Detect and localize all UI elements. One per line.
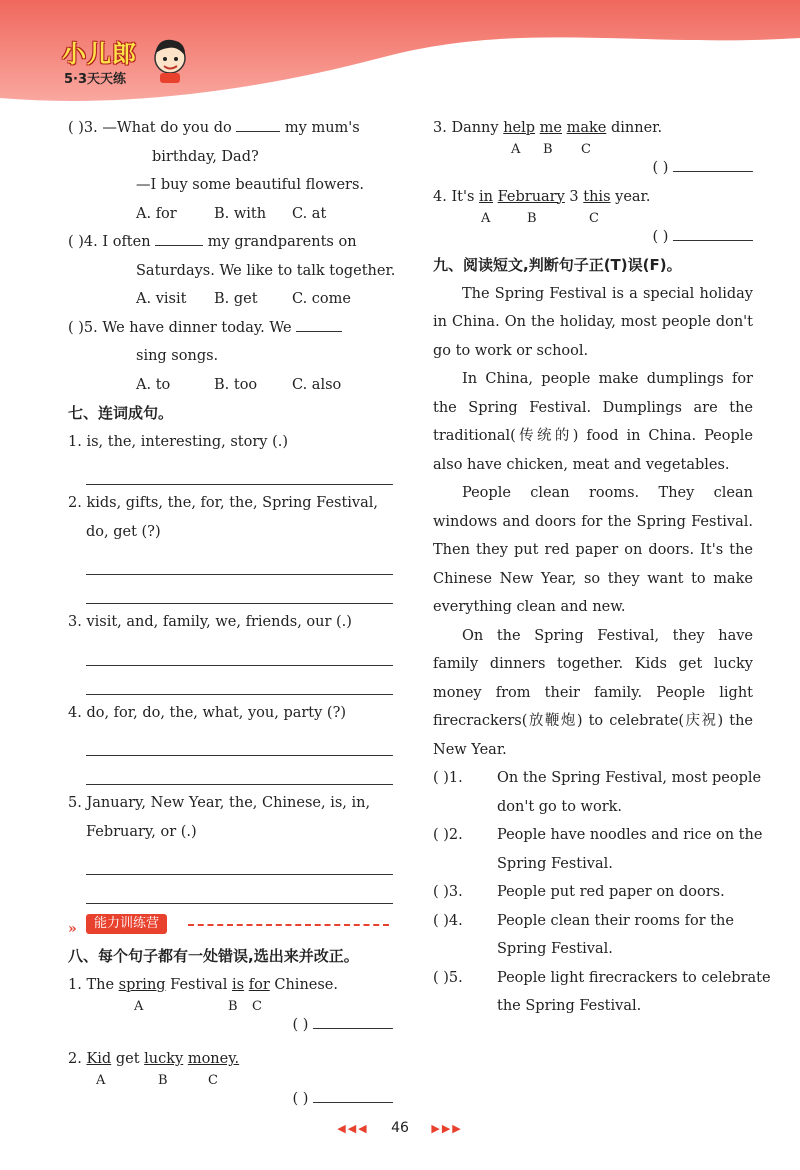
logo-title: 小儿郎	[62, 40, 137, 68]
mascot-icon	[150, 34, 190, 84]
option-c[interactable]: C. also	[292, 376, 342, 393]
right-arrows-icon: ▶▶▶	[431, 1122, 463, 1135]
answer-line[interactable]	[86, 875, 393, 904]
answer-row	[68, 1011, 393, 1040]
question-number: ( )5.	[68, 319, 98, 336]
tf-question-5: ( )5. People light firecrackers to celebrate the Spring Festival.	[433, 969, 771, 1014]
sentence-2: 2. kids, gifts, the, for, the, Spring Festival,	[68, 495, 379, 511]
answer-blank[interactable]	[313, 1102, 393, 1103]
option-b[interactable]: B. get	[214, 291, 258, 307]
answer-line[interactable]	[86, 666, 393, 695]
answer-blank[interactable]	[296, 331, 342, 332]
error-sentence-1: 1. The spring Festival is for Chinese. A B C	[68, 976, 338, 1014]
tf-question-1: ( )1. On the Spring Festival, most people don't go to work.	[433, 770, 762, 815]
section-7-title: 七、连词成句。	[68, 404, 174, 422]
tf-question-3: ( )3. People put red paper on doors.	[433, 884, 725, 900]
options	[68, 285, 393, 314]
option-b[interactable]: B. with	[214, 205, 267, 222]
answer-line[interactable]	[86, 456, 393, 485]
banner-label: 能力训练营	[86, 914, 167, 934]
answer-blank[interactable]	[673, 171, 753, 172]
tf-question-2: ( )2. People have noodles and rice on the Spring Festival.	[433, 827, 763, 872]
option-b[interactable]: B. too	[214, 376, 258, 393]
page-header	[0, 0, 800, 110]
sentence-5: 5. January, New Year, the, Chinese, is, in,	[68, 795, 371, 811]
answer-line[interactable]	[86, 727, 393, 756]
answer-line[interactable]	[86, 575, 393, 604]
answer-blank[interactable]	[236, 131, 280, 132]
mc-question-4: ( )4. I often my grandparents on	[68, 234, 357, 250]
option-a[interactable]: A. for	[136, 205, 177, 222]
training-banner	[68, 912, 393, 938]
error-sentence-4: 4. It's in February 3 this year. A B C	[433, 188, 651, 226]
page-number: 46	[391, 1120, 409, 1136]
option-c[interactable]: C. come	[292, 291, 351, 307]
question-number: ( )3.	[68, 120, 98, 136]
right-column	[433, 114, 771, 1021]
section-8-title: 八、每个句子都有一处错误,选出来并改正。	[68, 947, 359, 965]
option-c[interactable]: C. at	[292, 205, 327, 222]
options	[68, 371, 393, 400]
answer-row	[433, 223, 753, 252]
dashed-divider	[188, 924, 389, 926]
answer-row	[433, 154, 753, 183]
mc-question-5: ( )5. We have dinner today. We	[68, 314, 393, 343]
sentence-4: 4. do, for, do, the, what, you, party (?)	[68, 704, 347, 721]
section-9-title: 九、阅读短文,判断句子正(T)误(F)。	[433, 256, 682, 274]
passage-paragraph-2: In China, people make dumplings for the Spring Festival. Dumplings are the traditional(传统的) food in China. People also have chicken, meat and vegetables.	[433, 371, 753, 473]
left-column: ( )3. —What do you do my mum's birthday, Dad? —I buy some beautiful flowers. A. for B. with C. at ( )4. I often my grandparents on Saturdays. We like to talk together. A. visit B. get C. come ( )5. We have dinner today. We sing songs. A. to B. too C. also 七、连词成句。 1. is, the, interesting, story (.) 2. kids, gifts, the, for, the, Spring Festival, do, get (?) 3. visit, and, family, we, friends, our (.) 4. do, for, do, the, what, you, party (?) 5. January, New Year, the, Chinese, is, in, February, or (.) » 能力训练营 八、每个句子都有一处错误,选出来并改正。 1. The spring Festival is for Chinese. A B C ( ) 2. Kid get lucky money. A B C ( )	[68, 114, 393, 1114]
answer-blank[interactable]	[313, 1028, 393, 1029]
mc-question-3: ( )3. —What do you do my mum's	[68, 120, 360, 136]
answer-line[interactable]	[86, 637, 393, 666]
error-sentence-3: 3. Danny help me make dinner. A B C	[433, 120, 663, 157]
error-sentence-2: 2. Kid get lucky money. A B C	[68, 1051, 240, 1088]
page-number-bar	[0, 1120, 800, 1136]
answer-blank[interactable]	[673, 240, 753, 241]
answer-line[interactable]	[86, 756, 393, 785]
answer-blank[interactable]	[155, 245, 203, 246]
left-arrows-icon: ◀◀◀	[337, 1122, 369, 1135]
double-arrow-icon: »	[68, 921, 77, 937]
logo-subtitle: 5·3天天练	[64, 72, 127, 87]
option-a[interactable]: A. to	[136, 376, 171, 393]
answer-line[interactable]	[86, 546, 393, 575]
tf-question-4: ( )4. People clean their rooms for the Spring Festival.	[433, 912, 734, 957]
answer-paren[interactable]: ( )	[652, 228, 669, 245]
answer-row	[68, 1085, 393, 1114]
option-a[interactable]: A. visit	[136, 291, 187, 307]
sentence-3: 3. visit, and, family, we, friends, our (.)	[68, 614, 352, 630]
passage-paragraph-3: People clean rooms. They clean windows and doors for the Spring Festival. Then they put red paper on doors. It's the Chinese New Year, so they want to make everything clean and new.	[433, 485, 753, 615]
answer-line[interactable]	[86, 846, 393, 875]
options	[68, 200, 393, 229]
passage-paragraph-4: On the Spring Festival, they have family dinners together. Kids get lucky money from their family. People light firecrackers(放鞭炮) to celebrate(庆祝) the New Year.	[433, 627, 753, 758]
answer-paren[interactable]: ( )	[652, 160, 669, 176]
question-number: ( )4.	[68, 234, 98, 250]
answer-paren[interactable]: ( )	[292, 1016, 309, 1033]
answer-paren[interactable]: ( )	[292, 1091, 309, 1107]
sentence-1: 1. is, the, interesting, story (.)	[68, 433, 288, 450]
passage-paragraph-1: The Spring Festival is a special holiday in China. On the holiday, most people don't go to work or school.	[433, 285, 753, 359]
